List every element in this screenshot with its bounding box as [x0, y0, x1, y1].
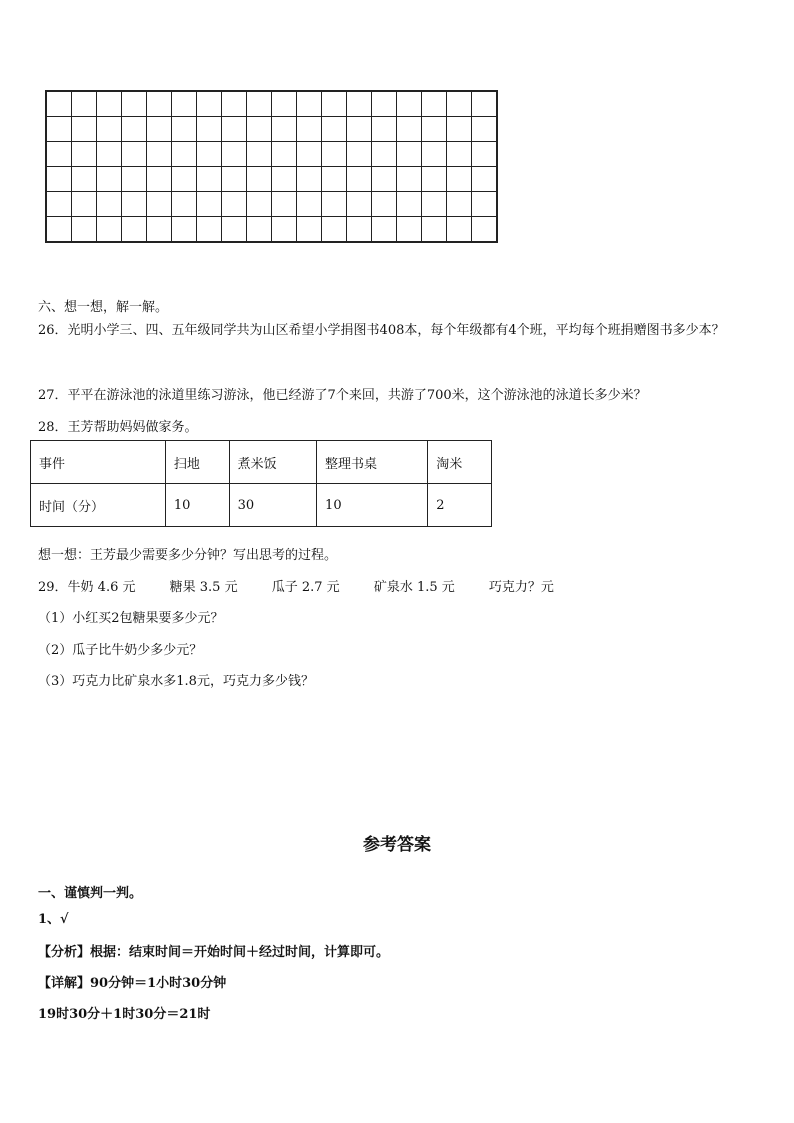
grid-cell	[122, 142, 147, 167]
grid-cell	[322, 217, 347, 243]
question-27: 27．平平在游泳池的泳道里练习游泳，他已经游了7个来回，共游了700米，这个游泳池的泳道长多少米？	[38, 388, 647, 403]
grid-cell	[372, 192, 397, 217]
grid-cell	[247, 217, 272, 243]
grid-cell	[447, 142, 472, 167]
grid-cell	[147, 117, 172, 142]
grid-cell	[322, 91, 347, 117]
grid-cell	[372, 217, 397, 243]
grid-cell	[397, 217, 422, 243]
answers-section-1: 一、谨慎判一判。	[38, 886, 143, 901]
price-water: 矿泉水 1.5 元	[373, 580, 455, 595]
grid-cell	[197, 192, 222, 217]
grid-row	[46, 117, 497, 142]
grid-cell	[147, 167, 172, 192]
grid-cell	[322, 192, 347, 217]
grid-cell	[297, 117, 322, 142]
grid-cell	[72, 192, 97, 217]
grid-cell	[322, 117, 347, 142]
price-candy: 糖果 3.5 元	[169, 580, 238, 595]
grid-cell	[247, 142, 272, 167]
grid-cell	[247, 192, 272, 217]
grid-cell	[297, 217, 322, 243]
question-29-sub1: （1）小红买2包糖果要多少元？	[38, 611, 224, 626]
grid-cell	[222, 217, 247, 243]
question-28: 28．王芳帮助妈妈做家务。	[38, 420, 198, 435]
grid-cell	[147, 217, 172, 243]
grid-cell	[172, 142, 197, 167]
grid-row	[46, 192, 497, 217]
grid-cell	[222, 117, 247, 142]
grid-cell	[297, 91, 322, 117]
grid-cell	[397, 167, 422, 192]
grid-cell	[347, 192, 372, 217]
grid-row	[46, 217, 497, 243]
grid-cell	[397, 117, 422, 142]
table-header-row	[31, 441, 492, 484]
table-cell: 10	[165, 484, 229, 527]
price-milk: 29．牛奶 4.6 元	[38, 580, 136, 595]
table-row	[31, 484, 492, 527]
table-cell: 30	[229, 484, 316, 527]
answer-1: 1、√	[38, 912, 69, 927]
grid-cell	[422, 192, 447, 217]
grid-cell	[347, 142, 372, 167]
grid-cell	[472, 142, 498, 167]
grid-cell	[272, 192, 297, 217]
grid-cell	[72, 142, 97, 167]
grid-cell	[97, 117, 122, 142]
table-cell: 扫地	[165, 441, 229, 484]
grid-cell	[72, 167, 97, 192]
grid-cell	[197, 167, 222, 192]
grid-cell	[422, 167, 447, 192]
answer-calc: 19时30分＋1时30分＝21时	[38, 1007, 211, 1022]
grid-cell	[147, 142, 172, 167]
question-29-prices	[38, 576, 584, 595]
writing-grid	[45, 90, 498, 243]
grid-cell	[172, 117, 197, 142]
grid-cell	[97, 167, 122, 192]
answer-analysis: 【分析】根据：结束时间＝开始时间＋经过时间，计算即可。	[38, 945, 390, 960]
grid-cell	[297, 192, 322, 217]
grid-cell	[122, 192, 147, 217]
grid-cell	[297, 167, 322, 192]
grid-cell	[347, 91, 372, 117]
grid-cell	[97, 217, 122, 243]
grid-cell	[72, 91, 97, 117]
grid-cell	[397, 192, 422, 217]
table-cell: 煮米饭	[229, 441, 316, 484]
grid-cell	[172, 167, 197, 192]
grid-cell	[46, 91, 72, 117]
grid-cell	[397, 142, 422, 167]
grid-cell	[422, 142, 447, 167]
question-26: 26．光明小学三、四、五年级同学共为山区希望小学捐图书408本，每个年级都有4个班，平均每个班捐赠图书多少本？	[38, 323, 725, 338]
grid-cell	[272, 217, 297, 243]
grid-cell	[147, 91, 172, 117]
grid-cell	[347, 117, 372, 142]
grid-cell	[322, 142, 347, 167]
grid-cell	[322, 167, 347, 192]
grid-cell	[222, 142, 247, 167]
grid-cell	[272, 117, 297, 142]
grid-cell	[122, 117, 147, 142]
grid-cell	[46, 117, 72, 142]
grid-cell	[247, 167, 272, 192]
grid-cell	[122, 167, 147, 192]
table-cell: 整理书桌	[317, 441, 428, 484]
grid-cell	[447, 91, 472, 117]
grid-row	[46, 91, 497, 117]
grid-cell	[272, 91, 297, 117]
grid-cell	[422, 91, 447, 117]
grid-cell	[297, 142, 322, 167]
question-29-sub2: （2）瓜子比牛奶少多少元？	[38, 643, 203, 658]
table-cell: 事件	[31, 441, 166, 484]
grid-cell	[447, 167, 472, 192]
chores-table	[30, 440, 492, 527]
grid-cell	[97, 91, 122, 117]
section-heading-6: 六、想一想，解一解。	[38, 300, 169, 315]
grid-cell	[372, 117, 397, 142]
grid-cell	[347, 167, 372, 192]
grid-cell	[447, 217, 472, 243]
grid-cell	[46, 217, 72, 243]
grid-cell	[72, 217, 97, 243]
grid-cell	[172, 192, 197, 217]
grid-cell	[472, 217, 498, 243]
grid-cell	[472, 192, 498, 217]
grid-cell	[46, 192, 72, 217]
grid-row	[46, 142, 497, 167]
table-cell: 10	[317, 484, 428, 527]
grid-cell	[347, 217, 372, 243]
grid-cell	[272, 142, 297, 167]
grid-cell	[197, 117, 222, 142]
table-cell: 时间（分）	[31, 484, 166, 527]
grid-cell	[422, 117, 447, 142]
grid-cell	[472, 167, 498, 192]
grid-cell	[97, 142, 122, 167]
grid-cell	[197, 142, 222, 167]
grid-cell	[172, 91, 197, 117]
grid-cell	[72, 117, 97, 142]
grid-cell	[247, 91, 272, 117]
grid-cell	[372, 91, 397, 117]
question-28-prompt: 想一想：王芳最少需要多少分钟？写出思考的过程。	[38, 548, 338, 563]
question-29-sub3: （3）巧克力比矿泉水多1.8元，巧克力多少钱？	[38, 674, 314, 689]
table-cell: 2	[428, 484, 492, 527]
grid-cell	[197, 91, 222, 117]
grid-cell	[372, 167, 397, 192]
grid-cell	[46, 142, 72, 167]
table-cell: 淘米	[428, 441, 492, 484]
price-chocolate: 巧克力？元	[488, 580, 554, 595]
grid-cell	[222, 192, 247, 217]
grid-cell	[447, 192, 472, 217]
grid-cell	[472, 117, 498, 142]
grid-cell	[147, 192, 172, 217]
grid-cell	[172, 217, 197, 243]
price-seeds: 瓜子 2.7 元	[271, 580, 340, 595]
grid-cell	[46, 167, 72, 192]
grid-cell	[422, 217, 447, 243]
grid-cell	[122, 91, 147, 117]
grid-cell	[97, 192, 122, 217]
grid-cell	[397, 91, 422, 117]
grid-cell	[372, 142, 397, 167]
answers-title: 参考答案	[363, 835, 431, 855]
grid-cell	[222, 91, 247, 117]
grid-cell	[447, 117, 472, 142]
grid-row	[46, 167, 497, 192]
grid-cell	[197, 217, 222, 243]
grid-cell	[472, 91, 498, 117]
grid-cell	[247, 117, 272, 142]
grid-cell	[272, 167, 297, 192]
answer-detail: 【详解】90分钟＝1小时30分钟	[38, 976, 227, 991]
grid-cell	[222, 167, 247, 192]
grid-cell	[122, 217, 147, 243]
